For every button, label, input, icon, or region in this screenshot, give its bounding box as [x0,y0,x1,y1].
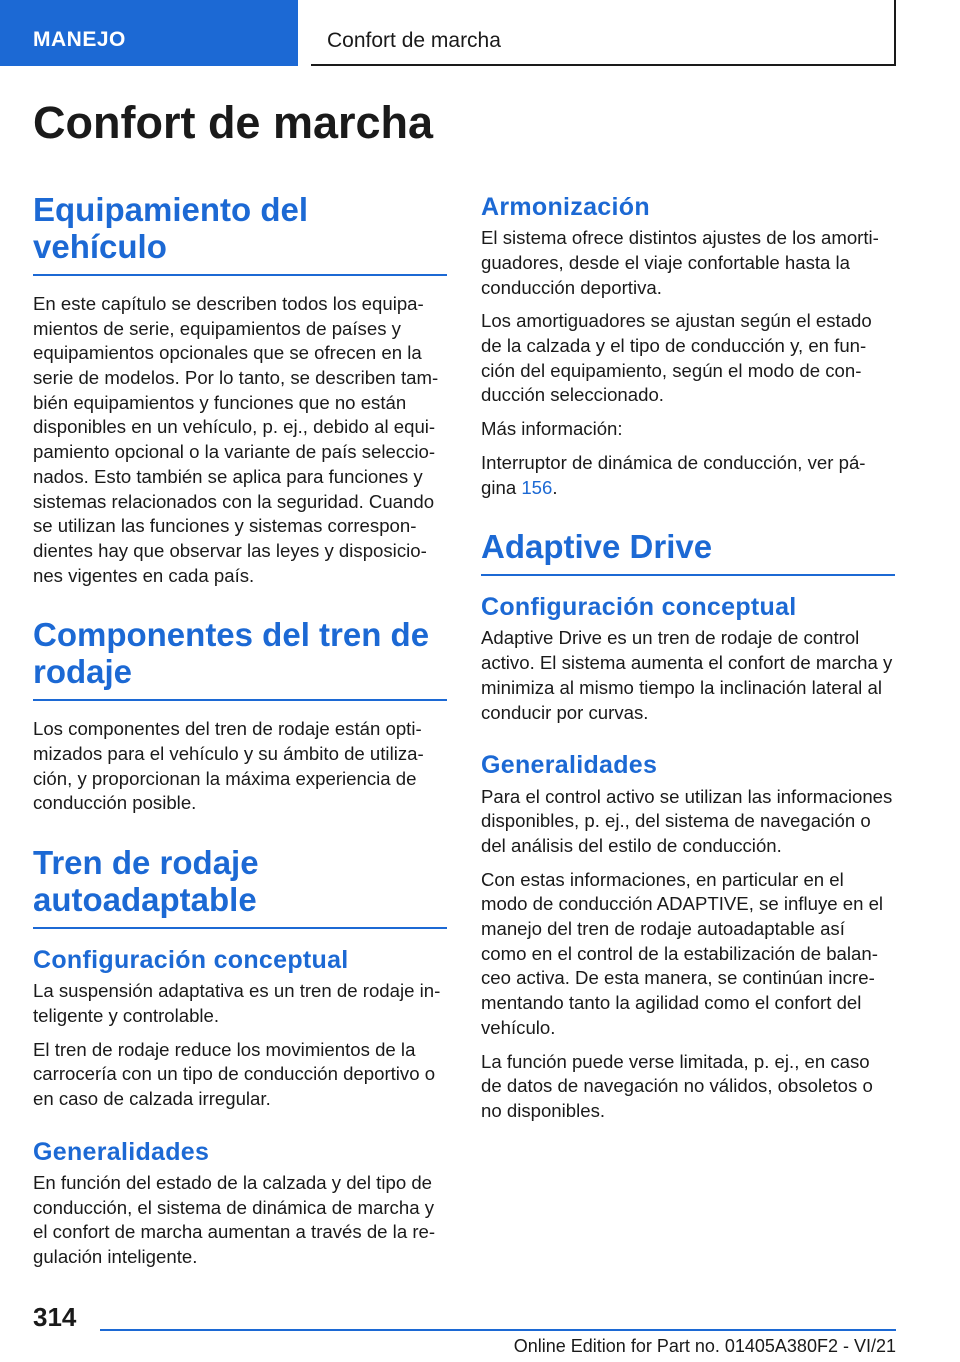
edition-footer: Online Edition for Part no. 01405A380F2 - VI/21 [513,1336,896,1356]
left-column [33,192,447,1279]
heading-tren-autoadaptable: Tren de rodaje autoadaptable [33,845,447,929]
reference-end: . [552,476,558,498]
right-column [481,192,895,1133]
paragraph-control-activo: Para el control activo se utilizan las informaciones disponibles, p. ej., del sistema de navegación o del análisis del estilo de conducción. [481,785,893,856]
footer-divider [100,1329,896,1331]
heading-equipamiento: Equipamiento del vehículo [33,192,447,276]
paragraph-componentes: Los componentes del tren de rodaje están opti-mizados para el vehículo y su ámbito de utiliza-ción, y proporcionan la máxima experiencia de conducción posible. [33,718,424,814]
paragraph-informaciones: Con estas informaciones, en particular en el modo de conducción ADAPTIVE, se influye en el manejo del tren de rodaje autoadaptable así como en el control de la estabilización de balan-ceo activa. De esta manera, se continúan incre-mentando tanto la agilidad como el confort del vehículo. [481,868,884,1038]
heading-adaptive-drive: Adaptive Drive [481,529,895,576]
subheading-generalidades-adaptive: Generalidades [481,751,658,780]
paragraph-interruptor [481,451,895,500]
subheading-configuracion: Configuración conceptual [33,945,349,974]
paragraph-movimientos: El tren de rodaje reduce los movimientos de la carrocería con un tipo de conducción deportivo o en caso de calzada irregular. [33,1038,436,1110]
paragraph-amortiguadores: Los amortiguadores se ajustan según el estado de la calzada y el tipo de conducción y, en fun-ción del equipamiento, según el modo de con-ducción seleccionado. [481,310,872,406]
subheading-generalidades: Generalidades [33,1137,210,1166]
page-title: Confort de marcha [33,97,434,148]
page-number: 314 [33,1302,77,1332]
subheading-armonizacion: Armonización [481,193,650,221]
paragraph-equipamiento: En este capítulo se describen todos los equipa-mientos de serie, equipamientos de países y equipamientos opcionales que se ofrecen en la serie de modelos. Por lo tanto, se describen tam-bién equipamientos y funciones que no están disponibles en un vehículo, p. ej., debido al equi-pamiento opcional o la variante de país seleccio-nados. Esto también se aplica para funciones y sistemas relacionados con la seguridad. Cuando se utilizan las funciones y sistemas correspon-dientes hay que observar las leyes y disposicio-nes vigentes en cada país. [33,292,439,586]
paragraph-funcion-limitada: La función puede verse limitada, p. ej., en caso de datos de navegación no válidos, obsoletos o no disponibles. [481,1050,873,1121]
heading-componentes: Componentes del tren de rodaje [33,617,447,701]
paragraph-mas-informacion: Más información: [481,418,623,440]
reference-text: Interruptor de dinámica de conducción, ver pá-gina [481,451,866,498]
paragraph-ajustes: El sistema ofrece distintos ajustes de los amorti-guadores, desde el viaje confortable hasta la conducción deportiva. [481,227,879,298]
section-tab: MANEJO [0,0,298,66]
chapter-title: Confort de marcha [311,0,896,66]
paragraph-funcion-estado: En función del estado de la calzada y del tipo de conducción, el sistema de dinámica de marcha y el confort de marcha aumentan a través de la re-gulación inteligente. [33,1171,436,1268]
page-header [0,0,896,66]
subheading-configuracion-adaptive: Configuración conceptual [481,593,797,622]
page-link-156[interactable]: 156 [521,476,553,498]
paragraph-suspension: La suspensión adaptativa es un tren de rodaje in-teligente y controlable. [33,980,441,1026]
paragraph-adaptive-drive: Adaptive Drive es un tren de rodaje de control activo. El sistema aumenta el confort de marcha y minimiza al mismo tiempo la inclinación lateral al conducir por curvas. [481,627,893,723]
